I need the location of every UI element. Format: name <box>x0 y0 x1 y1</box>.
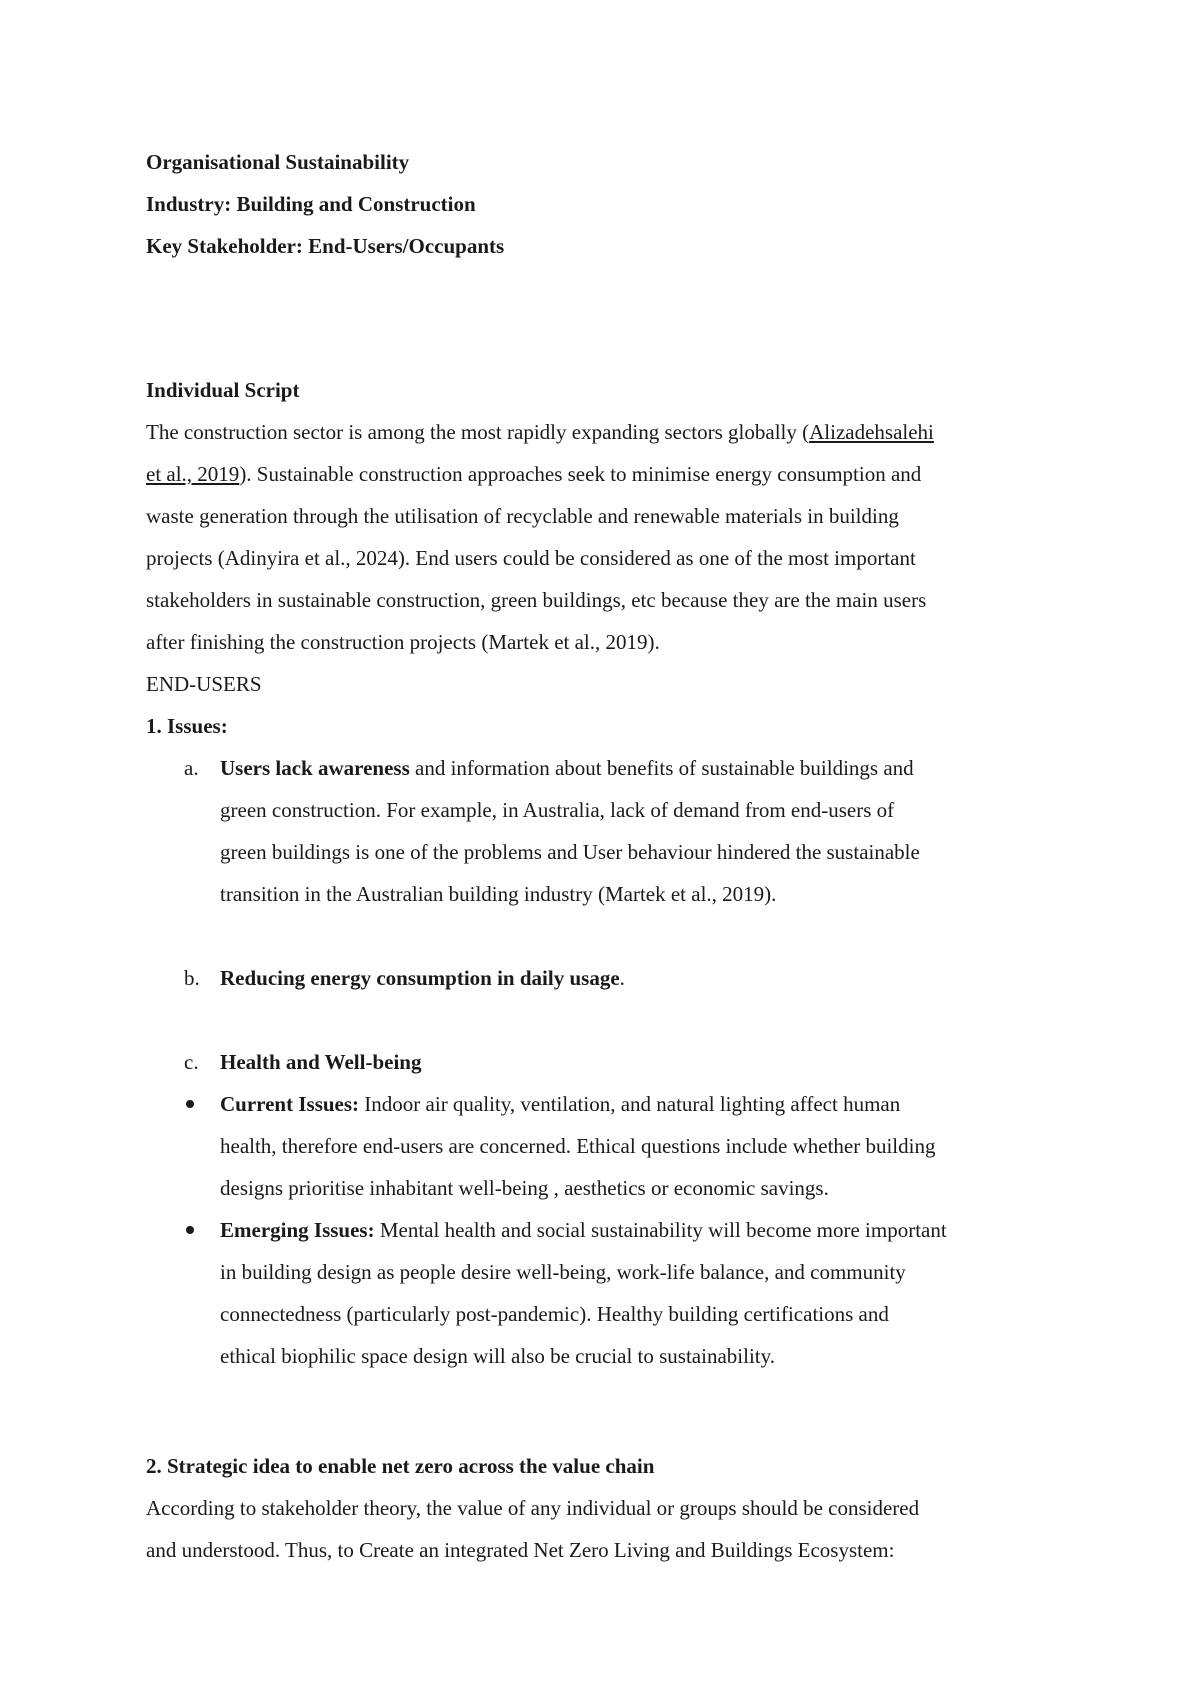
section-heading-individual-script: Individual Script <box>146 378 300 402</box>
document-title: Organisational Sustainability <box>146 150 410 174</box>
list-item-a-line: green construction. For example, in Australia, lack of demand from end-users of <box>220 798 895 822</box>
bullet-item-emerging-line: ethical biophilic space design will also be crucial to sustainability. <box>220 1344 775 1368</box>
bullet-item-emerging-line <box>220 1216 947 1244</box>
citation-link[interactable]: et al., 2019 <box>146 462 240 486</box>
issues-heading: 1. Issues: <box>146 714 228 738</box>
paragraph-line <box>146 460 921 488</box>
bullet-item-current-line: health, therefore end-users are concerned. Ethical questions include whether building <box>220 1134 936 1158</box>
bullet-item-current-line: designs prioritise inhabitant well-being , aesthetics or economic savings. <box>220 1176 829 1200</box>
paragraph-line: waste generation through the utilisation of recyclable and renewable materials in building <box>146 504 899 528</box>
text-span: Mental health and social sustainability will become more important <box>374 1218 947 1242</box>
bullet-icon <box>186 1226 194 1234</box>
bullet-item-current-line <box>220 1090 900 1118</box>
text-span: ). Sustainable construction approaches seek to minimise energy consumption and <box>239 462 922 486</box>
bold-span: Reducing energy consumption in daily usage <box>220 966 620 990</box>
list-item-b-line <box>220 964 625 992</box>
bullet-icon <box>186 1100 194 1108</box>
strategy-heading: 2. Strategic idea to enable net zero across the value chain <box>146 1454 655 1478</box>
text-span: and information about benefits of sustainable buildings and <box>409 756 914 780</box>
list-item-a-line: green buildings is one of the problems and User behaviour hindered the sustainable <box>220 840 920 864</box>
paragraph-line: and understood. Thus, to Create an integrated Net Zero Living and Buildings Ecosystem: <box>146 1538 895 1562</box>
paragraph-line: after finishing the construction projects (Martek et al., 2019). <box>146 630 660 654</box>
bold-span: Users lack awareness <box>220 756 410 780</box>
bullet-item-emerging-line: in building design as people desire well-being, work-life balance, and community <box>220 1260 906 1284</box>
bullet-item-emerging-line: connectedness (particularly post-pandemic). Healthy building certifications and <box>220 1302 889 1326</box>
list-marker-a: a. <box>184 756 199 780</box>
text-span: The construction sector is among the most rapidly expanding sectors globally ( <box>146 420 810 444</box>
bold-span: Current Issues: <box>220 1092 360 1116</box>
paragraph-line: projects (Adinyira et al., 2024). End users could be considered as one of the most important <box>146 546 916 570</box>
paragraph-line: According to stakeholder theory, the value of any individual or groups should be considered <box>146 1496 920 1520</box>
paragraph-line: stakeholders in sustainable construction, green buildings, etc because they are the main users <box>146 588 927 612</box>
list-item-a-line <box>220 754 914 782</box>
text-span: . <box>619 966 625 990</box>
text-span: Indoor air quality, ventilation, and natural lighting affect human <box>359 1092 901 1116</box>
industry-line: Industry: Building and Construction <box>146 192 476 216</box>
bold-span: Emerging Issues: <box>220 1218 375 1242</box>
list-item-c-heading: Health and Well-being <box>220 1050 422 1074</box>
list-item-a-line: transition in the Australian building industry (Martek et al., 2019). <box>220 882 777 906</box>
list-marker-c: c. <box>184 1050 199 1074</box>
paragraph-line <box>146 418 934 446</box>
section-label-end-users: END-USERS <box>146 672 262 696</box>
citation-link[interactable]: Alizadehsalehi <box>809 420 934 444</box>
list-marker-b: b. <box>184 966 200 990</box>
stakeholder-line: Key Stakeholder: End-Users/Occupants <box>146 234 505 258</box>
